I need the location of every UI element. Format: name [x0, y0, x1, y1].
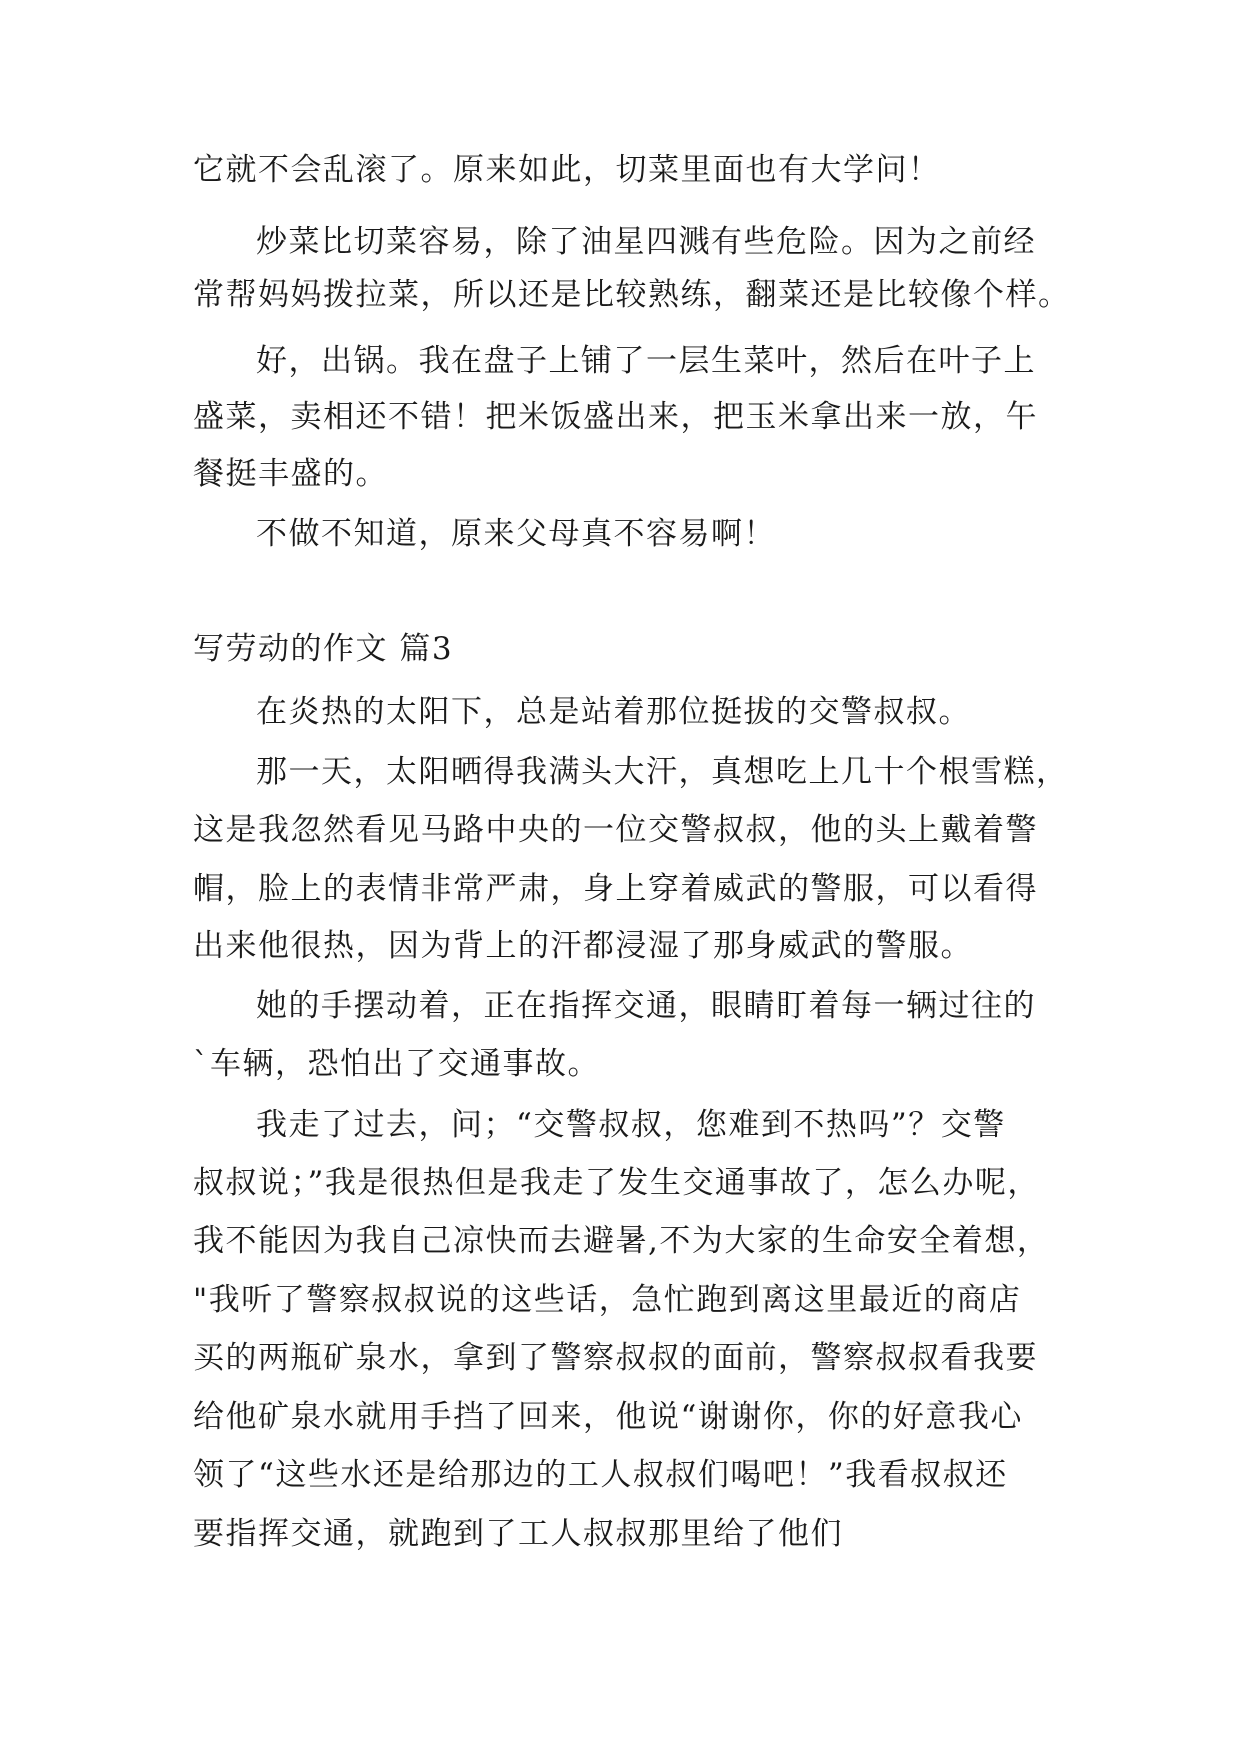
text-line: "我听了警察叔叔说的这些话，急忙跑到离这里最近的商店 [193, 1282, 1022, 1318]
paragraph-line: 炒菜比切菜容易，除了油星四溅有些危险。因为之前经 [256, 224, 1036, 260]
paragraph-line: 我走了过去，问；“交警叔叔，您难到不热吗”？交警 [256, 1107, 1006, 1143]
section-heading: 写劳动的作文 篇3 [193, 631, 454, 667]
text-line: 买的两瓶矿泉水，拿到了警察叔叔的面前，警察叔叔看我要 [193, 1340, 1038, 1376]
paragraph-line: 不做不知道，原来父母真不容易啊！ [256, 516, 776, 552]
paragraph-line: 那一天，太阳晒得我满头大汗，真想吃上几十个根雪糕， [256, 754, 1069, 790]
text-line: 要指挥交通，就跑到了工人叔叔那里给了他们 [193, 1516, 843, 1552]
text-line: `车辆，恐怕出了交通事故。 [193, 1046, 600, 1082]
text-line: 出来他很热，因为背上的汗都浸湿了那身威武的警服。 [193, 928, 973, 964]
text-line: 领了“这些水还是给那边的工人叔叔们喝吧！”我看叔叔还 [193, 1457, 1008, 1493]
text-line: 它就不会乱滚了。原来如此，切菜里面也有大学问！ [193, 152, 941, 188]
text-line: 常帮妈妈拨拉菜，所以还是比较熟练，翻菜还是比较像个样。 [193, 277, 1071, 313]
paragraph-line: 她的手摆动着，正在指挥交通，眼睛盯着每一辆过往的 [256, 988, 1036, 1024]
text-line: 我不能因为我自己凉快而去避暑,不为大家的生命安全着想， [193, 1223, 1050, 1259]
text-line: 这是我忽然看见马路中央的一位交警叔叔，他的头上戴着警 [193, 812, 1038, 848]
text-line: 给他矿泉水就用手挡了回来，他说“谢谢你，你的好意我心 [193, 1399, 1023, 1435]
text-line: 餐挺丰盛的。 [193, 456, 388, 492]
paragraph-line: 在炎热的太阳下，总是站着那位挺拔的交警叔叔。 [256, 694, 971, 730]
text-line: 盛菜，卖相还不错！把米饭盛出来，把玉米拿出来一放，午 [193, 399, 1038, 435]
text-line: 帽，脸上的表情非常严肃，身上穿着威武的警服，可以看得 [193, 871, 1038, 907]
text-line: 叔叔说；”我是很热但是我走了发生交通事故了，怎么办呢， [193, 1165, 1040, 1201]
paragraph-line: 好，出锅。我在盘子上铺了一层生菜叶，然后在叶子上 [256, 343, 1036, 379]
